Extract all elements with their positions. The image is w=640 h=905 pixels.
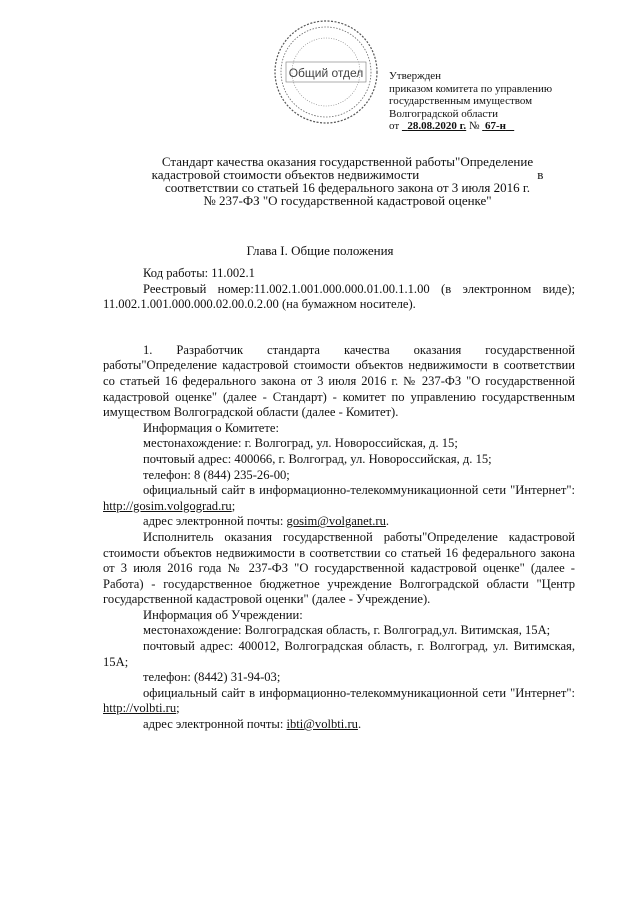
approval-line-2: приказом комитета по управлению [389, 82, 553, 95]
committee-site-line [103, 483, 575, 514]
approval-date-prefix: от [389, 120, 400, 132]
institution-site-suffix: ; [176, 701, 180, 716]
title-row-1: Стандарт качества оказания государственной работы"Определение [161, 154, 534, 169]
approval-block [389, 70, 599, 133]
committee-email-prefix: адрес электронной почты: [143, 514, 287, 529]
institution-site-line [103, 686, 575, 717]
institution-site-link[interactable]: http://volbti.ru [103, 701, 177, 716]
institution-info-heading: Информация об Учреждении: [143, 607, 303, 622]
work-code: Код работы: 11.002.1 [143, 266, 255, 280]
title-row-2b: в [537, 167, 544, 182]
approval-date-line [389, 120, 599, 133]
title-row-4: № 237-ФЗ "О государственной кадастровой оценке" [203, 193, 492, 208]
institution-site-prefix: официальный сайт в информационно-телекоммуникационной сети "Интернет": [143, 685, 575, 700]
document-title [120, 155, 575, 207]
committee-site-suffix: ; [231, 498, 236, 513]
committee-email-link[interactable]: gosim@volganet.ru [286, 514, 386, 529]
round-stamp [272, 18, 380, 126]
institution-phone: телефон: (8442) 31-94-03; [143, 670, 281, 685]
document-body [103, 266, 575, 733]
paragraph-1: 1. Разработчик стандарта качества оказания государственной работы"Определение кадастровой стоимости объектов недвижимости в соответствии со статьей 16 федерального закона от 3 июля 2016 г. № 237-ФЗ "О государственной кадастровой оценке" (далее - Стандарт) - комитет по управлению государственным имуществом Волгоградской области (далее - Комитет). [103, 342, 575, 420]
institution-email-suffix: . [357, 717, 362, 732]
committee-email-line [103, 514, 575, 530]
institution-location: местонахождение: Волгоградская область, г. Волгоград,ул. Витимская, 15А; [143, 623, 551, 638]
stamp-text: Общий отдел [288, 66, 364, 80]
title-row-2a: кадастровой стоимости объектов недвижимости [151, 167, 420, 182]
institution-email-prefix: адрес электронной почты: [143, 717, 287, 732]
committee-postal: почтовый адрес: 400066, г. Волгоград, ул. Новороссийская, д. 15; [143, 451, 492, 466]
committee-info-heading: Информация о Комитете: [143, 420, 279, 435]
institution-email-link[interactable]: ibti@volbti.ru [286, 717, 358, 732]
executor-paragraph: Исполнитель оказания государственной работы"Определение кадастровой стоимости объектов недвижимости в соответствии со статьей 16 федерального закона от 3 июля 2016 года № 237-ФЗ "О государственной кадастровой оценке" (далее - Работа) - государственное бюджетное учреждение Волгоградской области "Центр государственной кадастровой оценки" (далее - Учреждение). [103, 529, 575, 607]
committee-phone: телефон: 8 (844) 235-26-00; [143, 467, 290, 482]
registry-number: Реестровый номер:11.002.1.001.000.000.01.00.1.1.00 (в электронном виде); 11.002.1.001.000.000.02.00.0.2.00 (на бумажном носителе). [103, 281, 575, 312]
committee-location: местонахождение: г. Волгоград, ул. Новороссийская, д. 15; [143, 436, 458, 451]
committee-email-suffix: . [385, 514, 390, 529]
approval-line-1: Утвержден [389, 70, 442, 82]
approval-num-prefix: № [468, 120, 480, 132]
committee-site-prefix: официальный сайт в информационно-телекоммуникационной сети "Интернет": [143, 483, 575, 498]
title-row-3: соответствии со статьей 16 федерального закона от 3 июля 2016 г. [164, 180, 530, 195]
approval-date: 28.08.2020 г. [407, 120, 467, 132]
approval-line-3: государственным имуществом [389, 95, 533, 107]
approval-number: 67-н [484, 120, 506, 132]
institution-postal: почтовый адрес: 400012, Волгоградская область, г. Волгоград, ул. Витимская, 15А; [103, 639, 575, 669]
institution-email-line [103, 717, 575, 733]
committee-site-link[interactable]: http://gosim.volgograd.ru [103, 498, 232, 513]
chapter-heading: Глава I. Общие положения [246, 243, 394, 258]
approval-line-4: Волгоградской области [389, 107, 498, 120]
